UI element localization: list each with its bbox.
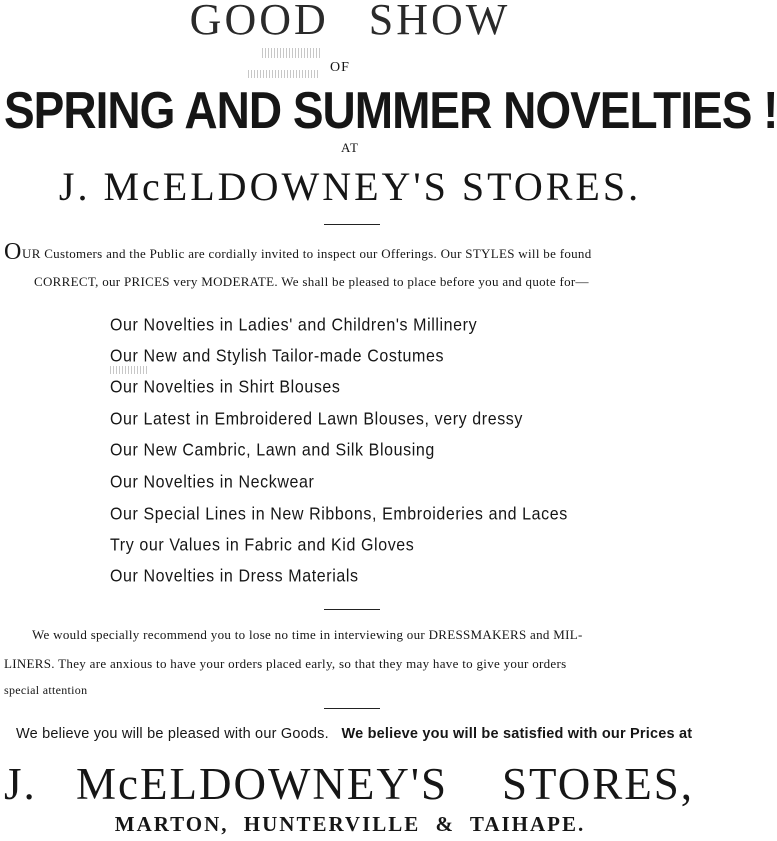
list-item: Our Novelties in Shirt Blouses xyxy=(110,378,341,397)
list-item: Our Novelties in Ladies' and Children's Millinery xyxy=(110,316,478,335)
intro-line-2: CORRECT, our PRICES very MODERATE. We shall be pleased to place before you and quote for— xyxy=(34,274,589,289)
intro-line-1: UR Customers and the Public are cordially invited to inspect our Offerings. Our STYLES will be found xyxy=(22,246,592,261)
divider-rule xyxy=(324,609,380,610)
list-item: Our Novelties in Neckwear xyxy=(110,473,315,492)
list-item: Try our Values in Fabric and Kid Gloves xyxy=(110,536,415,555)
divider-rule xyxy=(324,224,380,225)
store-name-header: J. McELDOWNEY'S STORES. xyxy=(58,164,642,209)
list-item: Our New Cambric, Lawn and Silk Blousing xyxy=(110,441,435,460)
recommend-line-2: LINERS. They are anxious to have your orders placed early, so that they may have to give your orders xyxy=(4,656,567,671)
closing-line xyxy=(16,726,692,742)
list-item: Our Novelties in Dress Materials xyxy=(110,567,359,586)
print-smudge xyxy=(262,48,320,58)
list-item: Our Latest in Embroidered Lawn Blouses, very dressy xyxy=(110,410,523,429)
footer-stores: STORES, xyxy=(502,759,694,809)
headline-good-show: GOOD SHOW xyxy=(189,0,511,44)
footer-surname: McELDOWNEY'S xyxy=(76,759,449,809)
print-smudge xyxy=(110,366,148,374)
footer-towns: MARTON, HUNTERVILLE & TAIHAPE. xyxy=(114,812,586,836)
recommend-line-3: special attention xyxy=(4,683,88,697)
of-label: OF xyxy=(330,60,350,75)
headline-spring-summer: SPRING AND SUMMER NOVELTIES ! xyxy=(4,81,777,140)
footer-initial: J. xyxy=(4,759,37,809)
at-label: AT xyxy=(341,140,359,155)
list-item: Our Special Lines in New Ribbons, Embroideries and Laces xyxy=(110,505,568,524)
print-smudge xyxy=(248,70,318,78)
divider-rule xyxy=(324,708,380,709)
closing-part-prices: We believe you will be satisfied with our Prices at xyxy=(341,726,693,742)
closing-part-goods: We believe you will be pleased with our Goods. xyxy=(16,726,329,742)
list-item: Our New and Stylish Tailor-made Costumes xyxy=(110,347,445,366)
recommend-line-1: We would specially recommend you to lose no time in interviewing our DRESSMAKERS and MIL- xyxy=(32,627,583,642)
drop-cap: O xyxy=(4,239,22,265)
